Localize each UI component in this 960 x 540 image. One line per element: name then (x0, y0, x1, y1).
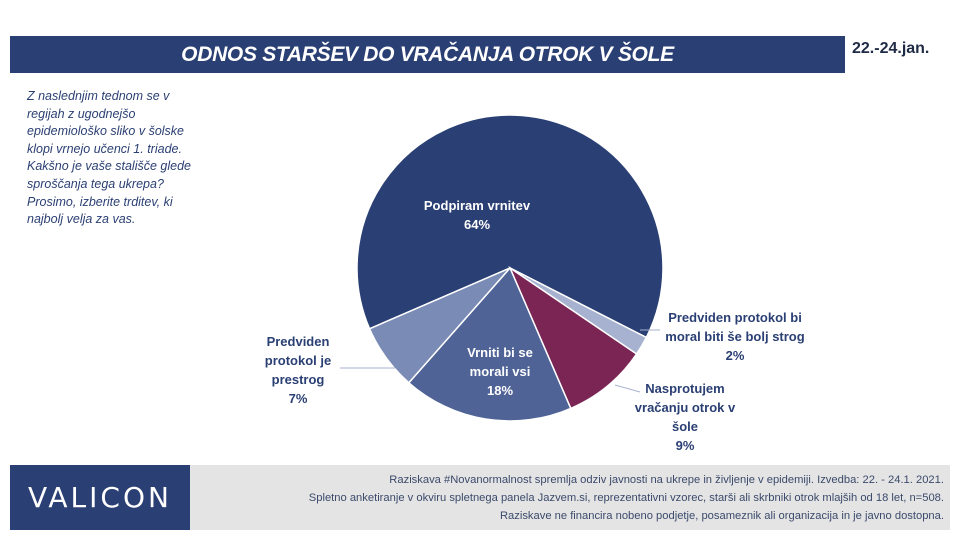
slice-value-label: 18% (486, 383, 514, 398)
slice-category-label: prestrog (271, 372, 325, 387)
footer-notes (190, 465, 950, 530)
chart-title: ODNOS STARŠEV DO VRAČANJA OTROK V ŠOLE (10, 36, 845, 73)
slice-category-label: Predviden protokol bi (668, 310, 802, 325)
footer-line: Raziskava #Novanormalnost spremlja odziv javnosti na ukrepe in življenje v epidemiji. Izvedba: 22. - 24.1. 2021. (389, 474, 944, 486)
slice-category-label: morali vsi (469, 364, 531, 379)
slice-category-label: protokol je (264, 353, 332, 368)
slice-value-label: 9% (675, 438, 695, 453)
survey-question: Z naslednjim tednom se v regijah z ugodnejšo epidemiološko sliko v šolske klopi vrnejo učenci 1. triade. Kakšno je vaše stališče glede sproščanja tega ukrepa? Prosimo, izberite trditev, ki najbolj velja za vas. (27, 89, 191, 227)
slice-value-label: 7% (288, 391, 308, 406)
slice-category-label: Nasprotujem (645, 381, 725, 396)
slice-category-label: šole (671, 419, 699, 434)
footer-line: Spletno anketiranje v okviru spletnega panela Jazvem.si, reprezentativni vzorec, starši ali skrbniki otrok mlajših od 18 let, n=508. (308, 492, 944, 504)
slice-value-label: 64% (463, 217, 491, 232)
slice-category-label: moral biti še bolj strog (665, 329, 805, 344)
label-leader-line (615, 385, 640, 392)
slice-category-label: Vrniti bi se (467, 345, 533, 360)
slice-category-label: Podpiram vrnitev (423, 198, 531, 213)
slice-category-label: vračanju otrok v (634, 400, 736, 415)
footer-logo-box (10, 465, 190, 530)
survey-date: 22.-24.jan. (852, 40, 930, 57)
slice-category-label: Predviden (266, 334, 330, 349)
valicon-logo: VALICON (28, 481, 172, 514)
slice-value-label: 2% (725, 348, 745, 363)
footer-line: Raziskave ne financira nobeno podjetje, posameznik ali organizacija in je javno dostopna. (499, 510, 944, 522)
